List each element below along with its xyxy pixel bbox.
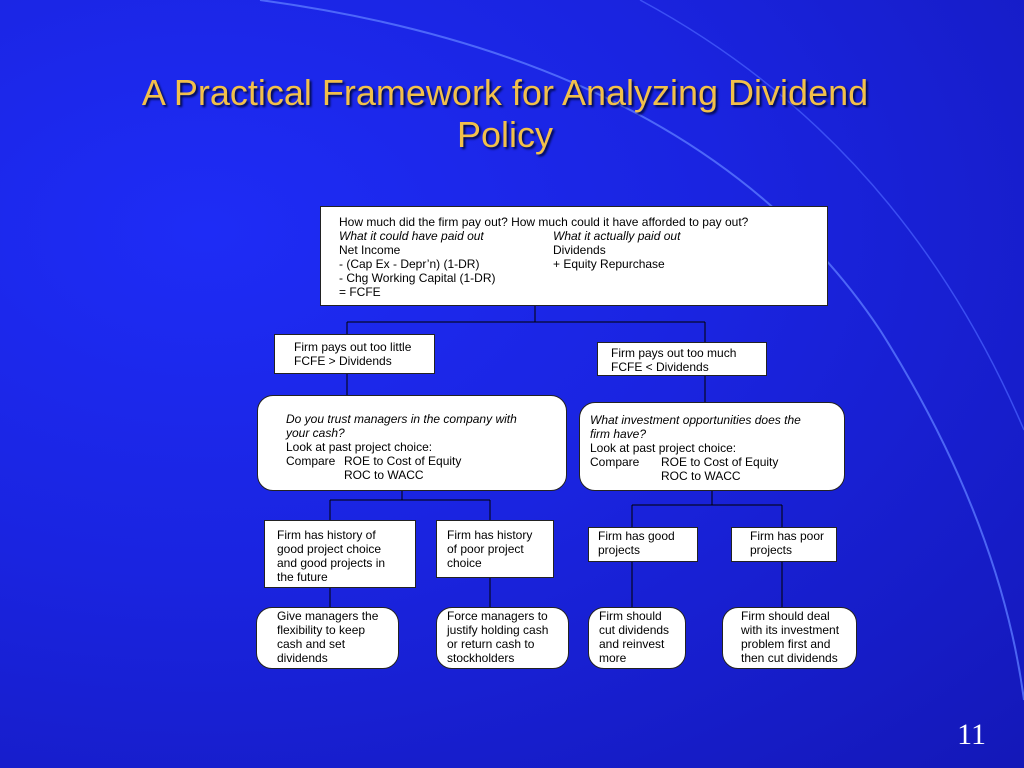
cut-dividends-line-4: more — [599, 651, 627, 665]
trust-managers-roe: ROE to Cost of Equity — [344, 454, 462, 468]
good-projects-box — [588, 527, 698, 562]
deal-with-problem-line-4: then cut dividends — [741, 651, 838, 665]
force-managers-box — [436, 607, 569, 669]
top-box-equity-repurchase: + Equity Repurchase — [553, 257, 665, 271]
poor-history-box — [436, 520, 554, 578]
investment-opportunities-compare: Compare — [590, 455, 640, 469]
investment-opportunities-roc: ROC to WACC — [661, 469, 741, 483]
deal-with-problem-line-1: Firm should deal — [741, 609, 830, 623]
top-box-left-heading: What it could have paid out — [339, 229, 484, 243]
investment-opportunities-compare-row — [590, 455, 844, 483]
trust-managers-compare-row — [286, 454, 566, 482]
give-flexibility-line-2: flexibility to keep — [277, 623, 366, 637]
top-box-right-column — [553, 229, 680, 299]
investment-opportunities-box — [579, 402, 845, 491]
cut-dividends-line-2: cut dividends — [599, 623, 670, 637]
force-managers-line-1: Force managers to — [447, 609, 548, 623]
investment-opportunities-roe: ROE to Cost of Equity — [661, 455, 779, 469]
top-box-question: How much did the firm pay out? How much could it have afforded to pay out? — [339, 215, 749, 229]
poor-projects-box — [731, 527, 837, 562]
force-managers-line-2: justify holding cash — [447, 623, 549, 637]
investment-opportunities-question-2: firm have? — [590, 427, 647, 441]
top-box-left-column — [339, 229, 553, 299]
slide-title-line2: Policy — [456, 114, 554, 155]
deal-with-problem-box — [722, 607, 857, 669]
top-box-capex: - (Cap Ex - Depr’n) (1-DR) — [339, 257, 480, 271]
trust-managers-question-1: Do you trust managers in the company with — [286, 412, 517, 426]
give-flexibility-box — [256, 607, 399, 669]
trust-managers-compare-values — [344, 454, 461, 482]
trust-managers-look: Look at past project choice: — [286, 440, 433, 454]
pays-out-too-little-label: Firm pays out too little — [294, 340, 412, 354]
investment-opportunities-question-1: What investment opportunities does the — [590, 413, 801, 427]
deal-with-problem-line-2: with its investment — [741, 623, 840, 637]
good-history-box — [264, 520, 416, 588]
good-history-line-1: Firm has history of — [277, 528, 376, 542]
slide-title-line1: A Practical Framework for Analyzing Dividend — [141, 72, 869, 113]
pays-out-too-much-label: Firm pays out too much — [611, 346, 737, 360]
investment-opportunities-compare-values — [661, 455, 778, 483]
poor-projects-line-2: projects — [750, 543, 793, 557]
force-managers-line-4: stockholders — [447, 651, 515, 665]
page-number: 11 — [957, 718, 986, 751]
slide-title — [60, 72, 950, 156]
top-box-right-heading: What it actually paid out — [553, 229, 681, 243]
cut-dividends-box — [588, 607, 686, 669]
give-flexibility-line-1: Give managers the — [277, 609, 379, 623]
pays-out-too-little-condition: FCFE > Dividends — [294, 354, 392, 368]
cut-dividends-line-3: and reinvest — [599, 637, 665, 651]
top-box-columns — [339, 229, 827, 299]
good-history-line-3: and good projects in — [277, 556, 386, 570]
give-flexibility-line-4: dividends — [277, 651, 328, 665]
fcfe-vs-dividends-box — [320, 206, 828, 306]
trust-managers-roc: ROC to WACC — [344, 468, 424, 482]
poor-projects-line-1: Firm has poor — [750, 529, 825, 543]
poor-history-line-1: Firm has history — [447, 528, 533, 542]
good-history-line-4: the future — [277, 570, 328, 584]
force-managers-line-3: or return cash to — [447, 637, 535, 651]
top-box-fcfe: = FCFE — [339, 285, 381, 299]
pays-out-too-much-box — [597, 342, 767, 376]
investment-opportunities-look: Look at past project choice: — [590, 441, 737, 455]
poor-history-line-3: choice — [447, 556, 482, 570]
cut-dividends-line-1: Firm should — [599, 609, 662, 623]
poor-history-line-2: of poor project — [447, 542, 524, 556]
top-box-net-income: Net Income — [339, 243, 401, 257]
top-box-dividends: Dividends — [553, 243, 606, 257]
good-history-line-2: good project choice — [277, 542, 382, 556]
trust-managers-box — [257, 395, 567, 491]
give-flexibility-line-3: cash and set — [277, 637, 346, 651]
good-projects-line-2: projects — [598, 543, 641, 557]
pays-out-too-much-condition: FCFE < Dividends — [611, 360, 709, 374]
pays-out-too-little-box — [274, 334, 435, 374]
good-projects-line-1: Firm has good — [598, 529, 675, 543]
trust-managers-question-2: your cash? — [286, 426, 345, 440]
top-box-working-capital: - Chg Working Capital (1-DR) — [339, 271, 496, 285]
deal-with-problem-line-3: problem first and — [741, 637, 831, 651]
trust-managers-compare: Compare — [286, 454, 336, 468]
